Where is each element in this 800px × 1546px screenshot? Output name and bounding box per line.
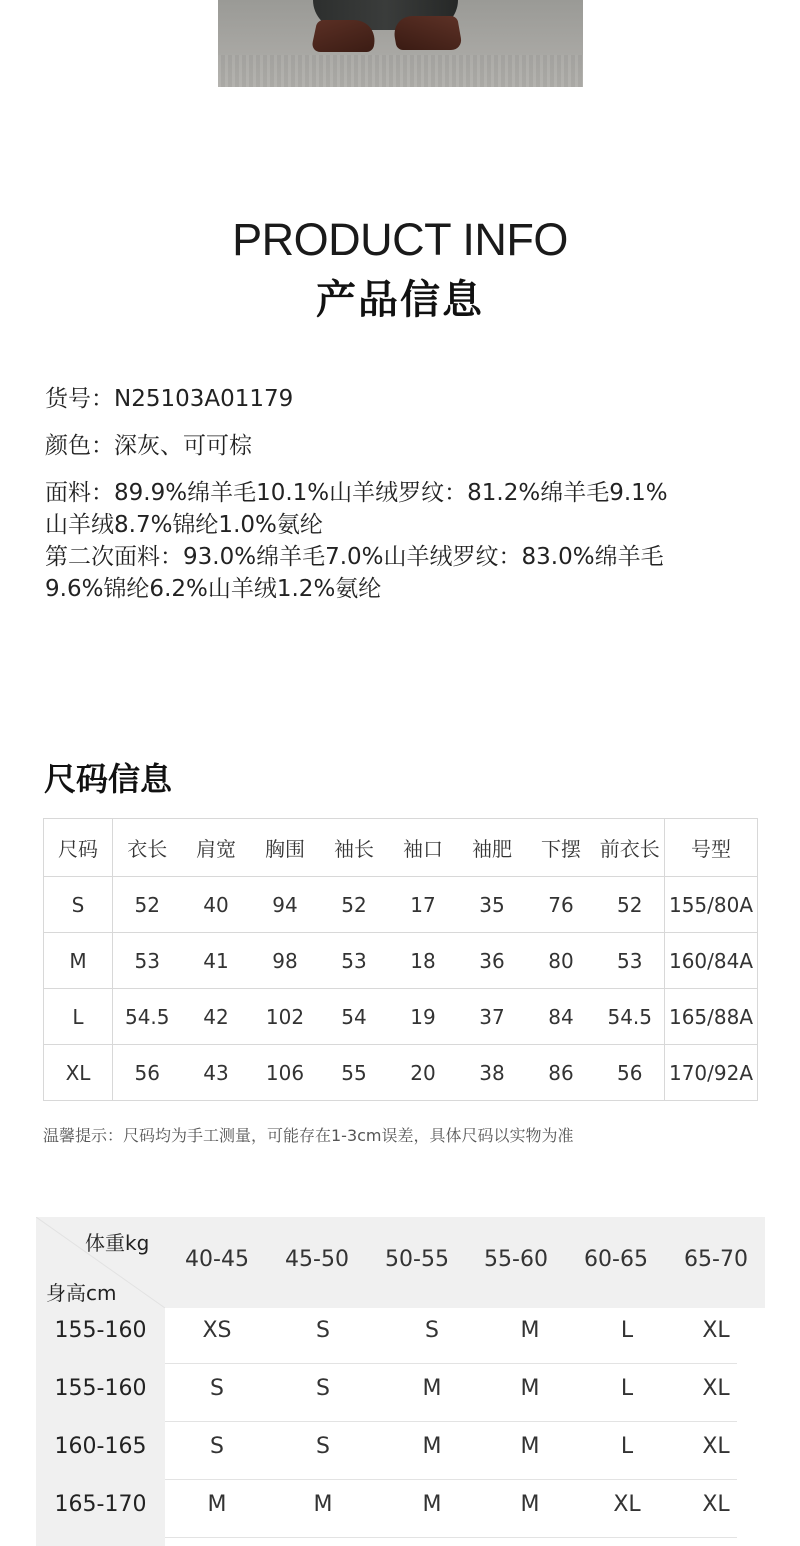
size-recommendation-table bbox=[36, 1217, 765, 1546]
size-table-header-row bbox=[44, 819, 758, 877]
rec-size-cell: S bbox=[210, 1376, 224, 1401]
rec-size-cell: M bbox=[422, 1376, 442, 1401]
rec-size-cell: L bbox=[620, 1434, 634, 1459]
size-value-cell: 170/92A bbox=[665, 1045, 758, 1101]
spec-second-fabric-line1: 第二次面料：93.0%绵羊毛7.0%山羊绒罗纹：83.0%绵羊毛 bbox=[45, 544, 664, 570]
size-col-header: 胸围 bbox=[251, 819, 320, 877]
size-table-row bbox=[44, 933, 758, 989]
rec-weight-header: 45-50 bbox=[285, 1247, 349, 1272]
rec-height-label: 身高cm bbox=[46, 1281, 117, 1305]
rec-size-cell: XL bbox=[702, 1376, 730, 1401]
rec-row-divider bbox=[165, 1479, 737, 1480]
size-table-row bbox=[44, 989, 758, 1045]
size-value-cell: 37 bbox=[458, 989, 527, 1045]
size-value-cell: 54.5 bbox=[113, 989, 182, 1045]
rec-weight-header: 40-45 bbox=[185, 1247, 249, 1272]
size-value-cell: 42 bbox=[182, 989, 251, 1045]
size-col-header: 衣长 bbox=[113, 819, 182, 877]
size-value-cell: 55 bbox=[320, 1045, 389, 1101]
size-value-cell: 102 bbox=[251, 989, 320, 1045]
rec-size-cell: M bbox=[520, 1434, 540, 1459]
rec-height-cell: 155-160 bbox=[54, 1376, 147, 1401]
size-value-cell: 54.5 bbox=[596, 989, 665, 1045]
rec-size-cell: M bbox=[313, 1492, 333, 1517]
size-info-heading: 尺码信息 bbox=[44, 760, 173, 798]
rec-size-cell: XL bbox=[702, 1434, 730, 1459]
spec-item-number: 货号：N25103A01179 bbox=[45, 386, 294, 412]
size-value-cell: 54 bbox=[320, 989, 389, 1045]
size-value-cell: 38 bbox=[458, 1045, 527, 1101]
rec-size-cell: S bbox=[210, 1434, 224, 1459]
rec-size-cell: M bbox=[520, 1492, 540, 1517]
rec-weight-header: 55-60 bbox=[484, 1247, 548, 1272]
size-value-cell: 56 bbox=[113, 1045, 182, 1101]
rec-size-cell: XL bbox=[702, 1492, 730, 1517]
size-value-cell: 56 bbox=[596, 1045, 665, 1101]
size-value-cell: 53 bbox=[113, 933, 182, 989]
spec-fabric-line1: 面料：89.9%绵羊毛10.1%山羊绒罗纹：81.2%绵羊毛9.1% bbox=[45, 480, 668, 506]
size-value-cell: 98 bbox=[251, 933, 320, 989]
size-label-cell: M bbox=[44, 933, 113, 989]
size-value-cell: 52 bbox=[113, 877, 182, 933]
size-value-cell: 35 bbox=[458, 877, 527, 933]
size-value-cell: 165/88A bbox=[665, 989, 758, 1045]
size-col-header: 号型 bbox=[665, 819, 758, 877]
size-value-cell: 43 bbox=[182, 1045, 251, 1101]
size-label-cell: L bbox=[44, 989, 113, 1045]
size-table-row bbox=[44, 877, 758, 933]
size-col-header: 袖口 bbox=[389, 819, 458, 877]
size-value-cell: 160/84A bbox=[665, 933, 758, 989]
size-value-cell: 53 bbox=[320, 933, 389, 989]
photo-floor bbox=[218, 55, 583, 87]
rec-row-divider bbox=[165, 1363, 737, 1364]
size-col-header: 前衣长 bbox=[596, 819, 665, 877]
size-value-cell: 76 bbox=[527, 877, 596, 933]
size-value-cell: 36 bbox=[458, 933, 527, 989]
rec-size-cell: XL bbox=[702, 1318, 730, 1343]
size-table bbox=[43, 818, 758, 1101]
rec-weight-header: 60-65 bbox=[584, 1247, 648, 1272]
size-col-header: 尺码 bbox=[44, 819, 113, 877]
rec-size-cell: M bbox=[422, 1492, 442, 1517]
size-value-cell: 155/80A bbox=[665, 877, 758, 933]
spec-color: 颜色：深灰、可可棕 bbox=[45, 433, 252, 459]
size-value-cell: 94 bbox=[251, 877, 320, 933]
size-value-cell: 84 bbox=[527, 989, 596, 1045]
rec-size-cell: XS bbox=[202, 1318, 232, 1343]
size-value-cell: 19 bbox=[389, 989, 458, 1045]
rec-row-divider bbox=[165, 1421, 737, 1422]
rec-size-cell: M bbox=[422, 1434, 442, 1459]
rec-size-cell: S bbox=[316, 1376, 330, 1401]
size-table-row bbox=[44, 1045, 758, 1101]
product-photo bbox=[218, 0, 583, 87]
rec-size-cell: S bbox=[425, 1318, 439, 1343]
rec-height-cell: 160-165 bbox=[54, 1434, 147, 1459]
size-col-header: 下摆 bbox=[527, 819, 596, 877]
rec-weight-header: 65-70 bbox=[684, 1247, 748, 1272]
product-info-title-cn: 产品信息 bbox=[316, 277, 484, 323]
rec-weight-header: 50-55 bbox=[385, 1247, 449, 1272]
rec-height-cell: 155-160 bbox=[54, 1318, 147, 1343]
rec-size-cell: M bbox=[520, 1318, 540, 1343]
spec-second-fabric-line2: 9.6%锦纶6.2%山羊绒1.2%氨纶 bbox=[45, 576, 382, 602]
size-value-cell: 20 bbox=[389, 1045, 458, 1101]
rec-height-cell: 165-170 bbox=[54, 1492, 147, 1517]
size-value-cell: 17 bbox=[389, 877, 458, 933]
size-label-cell: S bbox=[44, 877, 113, 933]
size-label-cell: XL bbox=[44, 1045, 113, 1101]
rec-size-cell: M bbox=[207, 1492, 227, 1517]
photo-right-shoe bbox=[391, 16, 463, 50]
product-info-title-en: PRODUCT INFO bbox=[232, 214, 568, 265]
rec-size-cell: S bbox=[316, 1318, 330, 1343]
size-value-cell: 106 bbox=[251, 1045, 320, 1101]
rec-row-divider bbox=[165, 1537, 737, 1538]
size-value-cell: 40 bbox=[182, 877, 251, 933]
size-value-cell: 41 bbox=[182, 933, 251, 989]
size-value-cell: 52 bbox=[596, 877, 665, 933]
size-value-cell: 86 bbox=[527, 1045, 596, 1101]
size-col-header: 肩宽 bbox=[182, 819, 251, 877]
size-value-cell: 53 bbox=[596, 933, 665, 989]
rec-weight-label: 体重kg bbox=[85, 1231, 150, 1255]
rec-size-cell: XL bbox=[613, 1492, 641, 1517]
rec-size-cell: L bbox=[620, 1376, 634, 1401]
spec-fabric-line2: 山羊绒8.7%锦纶1.0%氨纶 bbox=[45, 512, 323, 538]
size-col-header: 袖长 bbox=[320, 819, 389, 877]
size-tip: 温馨提示：尺码均为手工测量，可能存在1-3cm误差，具体尺码以实物为准 bbox=[43, 1126, 574, 1145]
rec-size-cell: L bbox=[620, 1318, 634, 1343]
size-value-cell: 18 bbox=[389, 933, 458, 989]
size-value-cell: 52 bbox=[320, 877, 389, 933]
size-col-header: 袖肥 bbox=[458, 819, 527, 877]
rec-size-cell: S bbox=[316, 1434, 330, 1459]
size-value-cell: 80 bbox=[527, 933, 596, 989]
rec-size-cell: M bbox=[520, 1376, 540, 1401]
